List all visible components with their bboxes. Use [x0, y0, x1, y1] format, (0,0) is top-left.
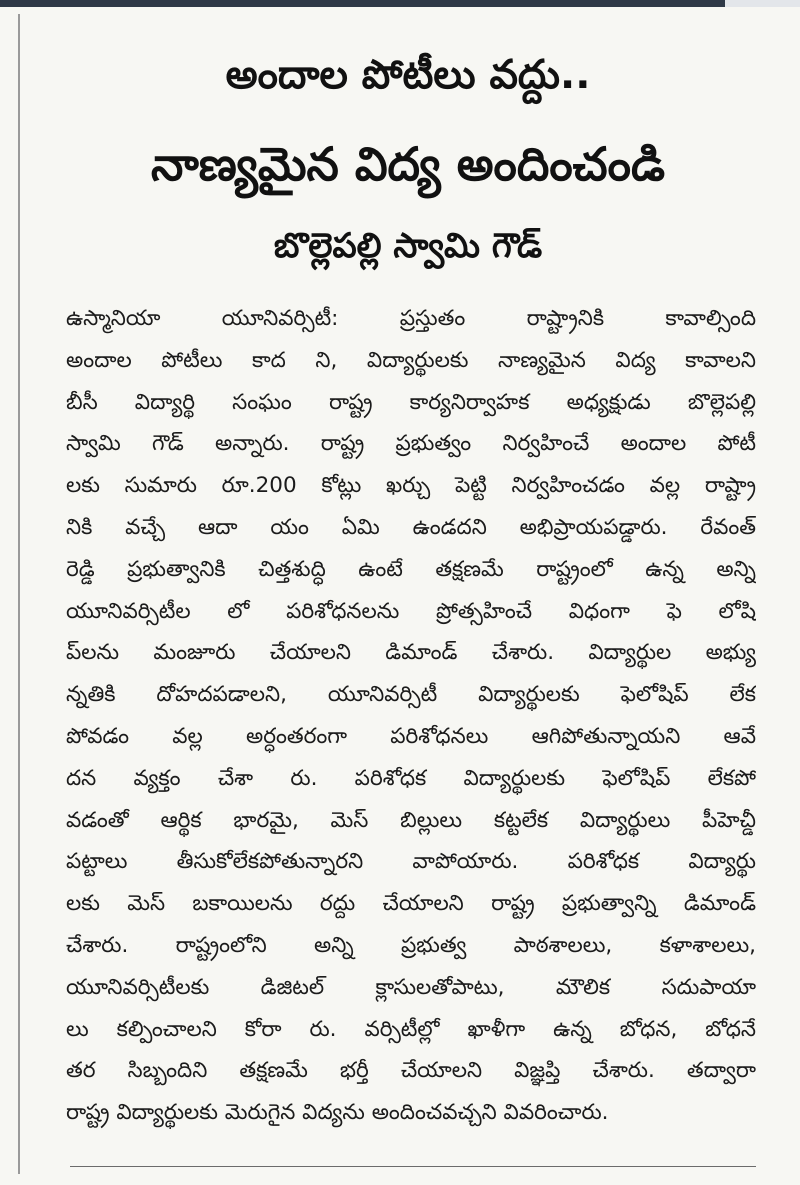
top-bar	[0, 0, 725, 7]
article-line: అందాల పోటీలు కాద ని, విద్యార్థులకు నాణ్యమైన విద్య కావాలని	[66, 347, 756, 373]
headline-line-1: అందాల పోటీలు వద్దు..	[225, 52, 591, 98]
article-line: రెడ్డి ప్రభుత్వానికి చిత్తశుద్ధి ఉంటే తక్షణమే రాష్ట్రంలో ఉన్న అన్ని	[66, 556, 756, 582]
article-body	[66, 298, 756, 1134]
article-line: రాష్ట్ర విద్యార్థులకు మెరుగైన విద్యను అందించవచ్చని వివరించారు.	[66, 1100, 609, 1126]
article-line: నికి వచ్చే ఆదా యం ఏమి ఉండదని అభిప్రాయపడ్డారు. రేవంత్	[66, 514, 756, 540]
article-line: యూనివర్సిటీల లో పరిశోధనలను ప్రోత్సహించే విధంగా ఫె లోషి	[66, 598, 756, 624]
left-column-rule	[18, 14, 20, 1174]
article-line: లు కల్పించాలని కోరా రు. వర్సిటీల్లో ఖాళీగా ఉన్న బోధన, బోధనే	[66, 1016, 756, 1042]
top-bar-gap	[725, 0, 800, 7]
article-line: లకు సుమారు రూ.200 కోట్లు ఖర్చు పెట్టి నిర్వహించడం వల్ల రాష్ట్రా	[66, 473, 756, 499]
bottom-rule	[70, 1166, 756, 1167]
article-line: లకు మెస్ బకాయిలను రద్దు చేయాలని రాష్ట్ర ప్రభుత్వాన్ని డిమాండ్	[66, 891, 756, 917]
article-line: న్నతికి దోహదపడాలని, యూనివర్సిటీ విద్యార్థులకు ఫెలోషిప్ లేక	[66, 682, 756, 708]
article-line: యూనివర్సిటీలకు డిజిటల్ క్లాసులతోపాటు, మౌలిక సదుపాయా	[66, 974, 756, 1000]
headline-line-2: నాణ్యమైన విద్య అందించండి	[150, 137, 666, 191]
article-line: పోవడం వల్ల అర్ధంతరంగా పరిశోధనలు ఆగిపోతున్నాయని ఆవే	[66, 723, 756, 749]
byline: బొల్లెపల్లి స్వామి గౌడ్	[273, 226, 543, 266]
article-line: దన వ్యక్తం చేశా రు. పరిశోధక విద్యార్థులకు ఫెలోషిప్ లేకపో	[66, 765, 756, 791]
article-line: బీసీ విద్యార్థి సంఘం రాష్ట్ర కార్యనిర్వాహక అధ్యక్షుడు బొల్లెపల్లి	[66, 389, 756, 415]
article-line: ప్‌లను మంజూరు చేయాలని డిమాండ్ చేశారు. విద్యార్థుల అభ్యు	[66, 640, 756, 666]
article-line: తర సిబ్బందిని తక్షణమే భర్తీ చేయాలని విజ్ఞప్తి చేశారు. తద్వారా	[66, 1058, 756, 1084]
article-line: వడంతో ఆర్థిక భారమై, మెస్ బిల్లులు కట్టలేక విద్యార్థులు పీహెచ్డీ	[66, 807, 756, 833]
article-line: చేశారు. రాష్ట్రంలోని అన్ని ప్రభుత్వ పాఠశాలలు, కళాశాలలు,	[66, 932, 756, 958]
article-line: స్వామి గౌడ్ అన్నారు. రాష్ట్ర ప్రభుత్వం నిర్వహించే అందాల పోటీ	[66, 431, 756, 457]
article-line: ఉస్మానియా యూనివర్సిటీ: ప్రస్తుతం రాష్ట్రానికి కావాల్సింది	[66, 306, 756, 331]
article-line: పట్టాలు తీసుకోలేకపోతున్నారని వాపోయారు. పరిశోధక విద్యార్థు	[66, 849, 756, 875]
